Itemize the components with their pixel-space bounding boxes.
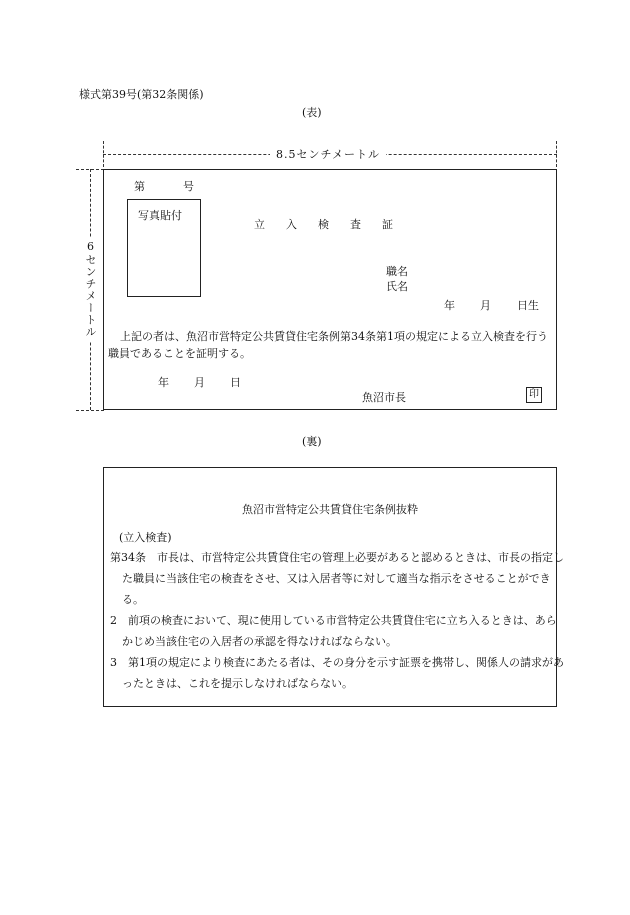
issue-year-label: 年 bbox=[158, 376, 169, 389]
job-title-label: 職名 bbox=[386, 265, 408, 278]
photo-label: 写真貼付 bbox=[138, 209, 182, 222]
certificate-body: 上記の者は、魚沼市営特定公共賃貸住宅条例第34条第1項の規定による立入検査を行う職員であることを証明する。 bbox=[108, 330, 548, 360]
ordinance-excerpt-title: 魚沼市営特定公共賃貸住宅条例抜粋 bbox=[242, 503, 418, 516]
article-heading: (立入検査) bbox=[119, 531, 172, 544]
issue-month-label: 月 bbox=[194, 376, 205, 389]
birth-month-label: 月 bbox=[480, 299, 491, 312]
issuer-label: 魚沼市長 bbox=[362, 391, 406, 404]
height-dimension-label: 6センチメートル bbox=[82, 237, 98, 341]
article-paragraph-3: 3 第1項の規定により検査にあたる者は、その身分を示す証票を携帯し、関係人の請求があったときは、これを提示しなければならない。 bbox=[110, 656, 564, 690]
certificate-title: 立入検査証 bbox=[254, 218, 414, 231]
height-dimension-bottom-cap bbox=[76, 410, 104, 411]
width-dimension-label: 8.5センチメートル bbox=[270, 146, 386, 162]
seal-mark: 印 bbox=[526, 387, 542, 403]
photo-box bbox=[127, 199, 201, 297]
back-side-label: (裏) bbox=[302, 435, 322, 448]
article-paragraph-1: 第34条 市長は、市営特定公共賃貸住宅の管理上必要があると認めるときは、市長の指定した職員に当該住宅の検査をさせ、又は入居者等に対して適当な指示をさせることができる。 bbox=[110, 551, 564, 606]
number-suffix: 号 bbox=[183, 180, 194, 193]
issue-day-label: 日 bbox=[230, 376, 241, 389]
article-paragraph-2: 2 前項の検査において、現に使用している市営特定公共賃貸住宅に立ち入るときは、あらかじめ当該住宅の入居者の承認を得なければならない。 bbox=[110, 614, 557, 648]
form-number: 様式第39号(第32条関係) bbox=[79, 88, 204, 101]
name-label: 氏名 bbox=[386, 280, 408, 293]
number-prefix: 第 bbox=[134, 180, 145, 193]
birth-day-label: 日生 bbox=[517, 299, 539, 312]
front-card bbox=[103, 169, 557, 410]
birth-year-label: 年 bbox=[444, 299, 455, 312]
back-card bbox=[103, 467, 564, 707]
front-side-label: (表) bbox=[302, 106, 322, 119]
